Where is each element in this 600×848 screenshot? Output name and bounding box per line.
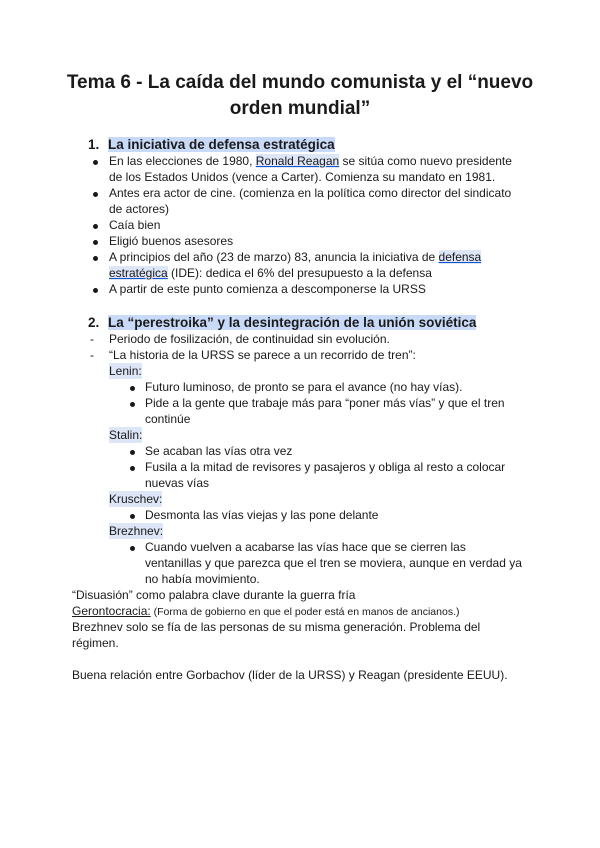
bullet-dot xyxy=(130,386,135,391)
kruschev-bullet-1: Desmonta las vías viejas y las pone delante xyxy=(145,508,379,522)
section-2-title: La “perestroika” y la desintegración de la unión soviética xyxy=(108,315,477,330)
bullet-ide-line1: A principios del año (23 de marzo) 83, anuncia la iniciativa de defensa xyxy=(109,250,482,264)
paragraph-brezhnev-line1: Brezhnev solo se fía de las personas de su misma generación. Problema del xyxy=(72,620,481,634)
bullet-dot xyxy=(130,514,135,519)
section-1-heading xyxy=(88,136,335,153)
estrategica-link[interactable]: estratégica xyxy=(109,266,168,280)
dash-historia: “La historia de la URSS se parece a un recorrido de tren”: xyxy=(109,348,416,362)
bullet-dot xyxy=(93,192,98,197)
label-stalin: Stalin: xyxy=(109,428,143,442)
paragraph-gerontocracia xyxy=(72,603,459,620)
defensa-link[interactable]: defensa xyxy=(438,250,482,264)
bullet-actor-line1: Antes era actor de cine. (comienza en la política como director del sindicato xyxy=(109,186,512,200)
bullet-dot xyxy=(93,256,98,261)
stalin-bullet-1: Se acaban las vías otra vez xyxy=(145,444,293,458)
lenin-bullet-2-line1: Pide a la gente que trabaje más para “poner más vías” y que el tren xyxy=(145,396,505,410)
dash-fosilizacion: Periodo de fosilización, de continuidad sin evolución. xyxy=(109,332,390,346)
ronald-reagan-link[interactable]: Ronald Reagan xyxy=(255,154,340,168)
bullet-reagan-line2: de los Estados Unidos (vence a Carter). Comienza su mandato en 1981. xyxy=(109,170,496,184)
page-title: Tema 6 - La caída del mundo comunista y el “nuevo orden mundial” xyxy=(66,72,534,119)
bullet-dot xyxy=(130,546,135,551)
label-kruschev: Kruschev: xyxy=(109,492,163,506)
bullet-dot xyxy=(93,288,98,293)
bullet-asesores: Eligió buenos asesores xyxy=(109,234,234,248)
bullet-dot xyxy=(130,402,135,407)
bullet-dot xyxy=(93,224,98,229)
section-2-heading xyxy=(88,314,476,331)
bullet-dot xyxy=(130,450,135,455)
paragraph-brezhnev-line2: régimen. xyxy=(72,636,119,650)
bullet-actor-line2: de actores) xyxy=(109,202,170,216)
section-1-number: 1. xyxy=(88,137,100,152)
stalin-bullet-2-line2: nuevas vías xyxy=(145,476,210,490)
gerontocracia-term: Gerontocracia: xyxy=(72,604,151,618)
bullet-caia-bien: Caía bien xyxy=(109,218,161,232)
lenin-bullet-1: Futuro luminoso, de pronto se para el avance (no hay vías). xyxy=(145,380,463,394)
brezhnev-bullet-1-line3: no había movimiento. xyxy=(145,572,260,586)
label-lenin: Lenin: xyxy=(109,364,142,378)
bullet-dot xyxy=(130,466,135,471)
paragraph-disuasion: “Disuasión” como palabra clave durante la guerra fría xyxy=(72,588,356,602)
bullet-urss: A partir de este punto comienza a descomponerse la URSS xyxy=(109,282,426,296)
brezhnev-bullet-1-line1: Cuando vuelven a acabarse las vías hace que se cierren las xyxy=(145,540,466,554)
section-1-title: La iniciativa de defensa estratégica xyxy=(108,137,335,152)
gerontocracia-definition: (Forma de gobierno en que el poder está en manos de ancianos.) xyxy=(150,606,460,618)
stalin-bullet-2-line1: Fusila a la mitad de revisores y pasajeros y obliga al resto a colocar xyxy=(145,460,506,474)
section-2-number: 2. xyxy=(88,315,100,330)
bullet-dot xyxy=(93,240,98,245)
dash-marker: - xyxy=(90,348,94,362)
bullet-dot xyxy=(93,160,98,165)
label-brezhnev: Brezhnev: xyxy=(109,524,164,538)
dash-marker: - xyxy=(90,332,94,346)
paragraph-gorbachov-reagan: Buena relación entre Gorbachov (líder de la URSS) y Reagan (presidente EEUU). xyxy=(72,668,508,682)
lenin-bullet-2-line2: continúe xyxy=(145,412,191,426)
brezhnev-bullet-1-line2: ventanillas y que parezca que el tren se moviera, aunque en verdad ya xyxy=(145,556,522,570)
bullet-ide-line2: estratégica (IDE): dedica el 6% del presupuesto a la defensa xyxy=(109,266,432,280)
bullet-reagan-line1: En las elecciones de 1980, Ronald Reagan se sitúa como nuevo presidente xyxy=(109,154,512,168)
